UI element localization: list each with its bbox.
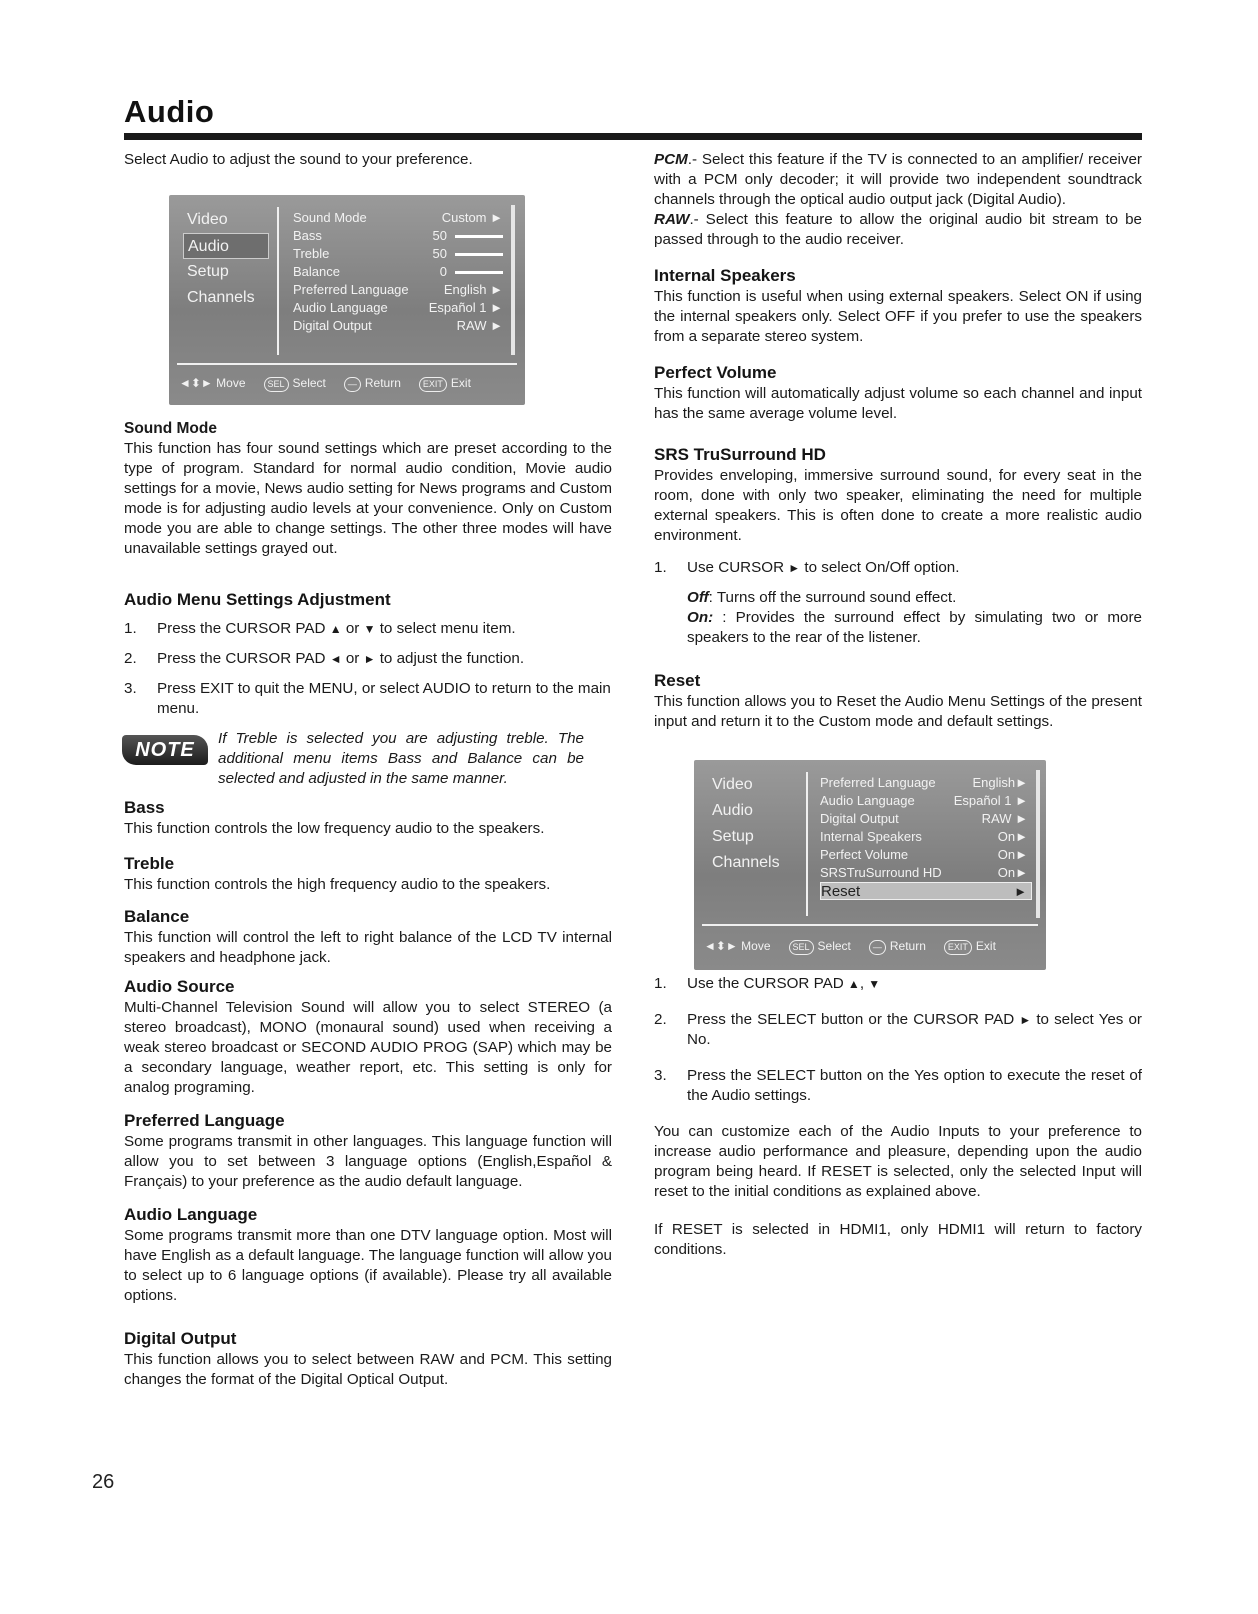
intro-text: Select Audio to adjust the sound to your preference. <box>124 151 473 168</box>
menu-row-value: English► <box>972 775 1028 790</box>
sound-mode-text: This function has four sound settings which are preset according to the type of program. Standard for normal audio condition, Movie audio settings for a movie, News audio setting for News programs and Custom mode is for adjusting audio levels at your convenience. Only on Custom mode you are able to change settings. The other three modes will have unavailable settings grayed out. <box>124 440 612 557</box>
pref-text: Some programs transmit in other languages. This language function will allow you to set between 3 language options (English,Español & Français) to your preference as the audio default language. <box>124 1133 612 1190</box>
menu-side-setup: Setup <box>187 263 229 280</box>
internal-heading: Internal Speakers <box>654 266 796 285</box>
menu-row-value: Español 1 ► <box>428 300 503 315</box>
return-key-icon: — <box>344 377 361 392</box>
menu-side-audio: Audio <box>712 802 753 819</box>
source-text: Multi-Channel Television Sound will allow you to select STEREO (a stereo broadcast), MONO (monaural sound) used when receiving a weak stereo broadcast or SECOND AUDIO PROG (SAP) which may be a secondary language, weather report, etc. This setting is only for analog programing. <box>124 999 612 1096</box>
menu-side-audio: Audio <box>183 233 269 259</box>
menu-row-value: On► <box>997 865 1028 880</box>
right-column <box>654 150 1142 1260</box>
footer-select: Select <box>817 939 851 953</box>
menu-row <box>820 792 1032 810</box>
srs-text: Provides enveloping, immersive surround sound, for every seat in the room, done with only two speaker, eliminating the need for multiple external speakers. This is often done to create a more realistic audio environment. <box>654 467 1142 544</box>
list-item: 1. Use CURSOR ► to select On/Off option. <box>654 559 960 576</box>
footer-move: Move <box>216 376 246 390</box>
move-icon: ◄⬍► <box>179 376 213 390</box>
source-heading: Audio Source <box>124 977 235 996</box>
srs-heading: SRS TruSurround HD <box>654 445 826 464</box>
menu-row <box>293 209 507 227</box>
menu-row-label: Preferred Language <box>293 282 409 297</box>
down-arrow-icon: ▼ <box>363 622 376 636</box>
menu-row-label: Audio Language <box>293 300 388 315</box>
balance-heading: Balance <box>124 907 190 926</box>
list-item: 1. Press the CURSOR PAD ▲ or ▼ to select menu item. <box>124 620 516 637</box>
menu-side-setup: Setup <box>712 828 754 845</box>
move-icon: ◄⬍► <box>704 939 738 953</box>
treble-heading: Treble <box>124 854 175 873</box>
on-label: On: <box>687 609 714 626</box>
note-text: If Treble is selected you are adjusting treble. The additional menu items Bass and Balance can be selected and adjusted in the same manner. <box>218 730 584 787</box>
menu-divider <box>806 772 808 916</box>
menu-side-video: Video <box>187 211 228 228</box>
menu-side-channels: Channels <box>712 854 780 871</box>
adjust-heading: Audio Menu Settings Adjustment <box>124 590 391 609</box>
title-rule <box>124 133 1142 140</box>
lang-heading: Audio Language <box>124 1205 258 1224</box>
menu-footer <box>179 373 471 393</box>
internal-text: This function is useful when using external speakers. Select ON if using the internal speakers only. Select OFF if you prefer to use the speakers from a separate stereo system. <box>654 288 1142 345</box>
menu-row-value: RAW ► <box>456 318 503 333</box>
digital-heading: Digital Output <box>124 1329 237 1348</box>
menu-row-value: 0 <box>439 264 447 279</box>
menu-footer-rule <box>177 363 517 365</box>
note-badge: NOTE <box>122 735 208 765</box>
pref-heading: Preferred Language <box>124 1111 285 1130</box>
list-item: 1. Use the CURSOR PAD ▲, ▼ <box>654 975 881 992</box>
right-arrow-icon: ► <box>788 561 801 575</box>
pcm-label: PCM <box>654 151 688 168</box>
off-option <box>687 588 1142 608</box>
menu-row <box>820 810 1032 828</box>
menu-row <box>293 317 507 335</box>
menu-rows <box>293 209 507 335</box>
sound-mode-heading: Sound Mode <box>124 420 217 437</box>
menu-scrollbar <box>1036 770 1040 918</box>
menu-row-value: Custom ► <box>441 210 503 225</box>
menu-row-value: Español 1 ► <box>953 793 1028 808</box>
bass-heading: Bass <box>124 798 165 817</box>
menu-row <box>293 299 507 317</box>
menu-row <box>293 281 507 299</box>
menu-row-label: Bass <box>293 228 322 243</box>
footer-move: Move <box>741 939 771 953</box>
menu-footer <box>704 936 996 956</box>
list-item: 2. Press the SELECT button or the CURSOR PAD ► to select Yes or No. <box>654 1011 1142 1048</box>
menu-row-value: 50 <box>432 228 447 243</box>
menu-row-label: Audio Language <box>820 793 915 808</box>
on-text: : Provides the surround effect by simulating two or more speakers to the rear of the listener. <box>687 609 1142 646</box>
level-bar <box>455 253 503 256</box>
perfect-text: This function will automatically adjust volume so each channel and input has the same average volume level. <box>654 385 1142 422</box>
menu-row-value: On► <box>997 829 1028 844</box>
srs-options <box>687 588 1142 648</box>
menu-row-label: Reset <box>821 883 861 900</box>
page-number: 26 <box>92 1471 115 1493</box>
footer-return: Return <box>889 939 926 953</box>
srs-steps <box>654 558 1142 578</box>
menu-row-label: Treble <box>293 246 330 261</box>
hdmi-text: If RESET is selected in HDMI1, only HDMI1 will return to factory conditions. <box>654 1221 1142 1258</box>
on-option <box>687 608 1142 648</box>
up-arrow-icon: ▲ <box>329 622 342 636</box>
balance-text: This function will control the left to right balance of the LCD TV internal speakers and headphone jack. <box>124 929 612 966</box>
menu-row-label: Sound Mode <box>293 210 367 225</box>
menu-side-channels: Channels <box>187 289 255 306</box>
menu-row-selected <box>820 882 1032 900</box>
menu-row-value: English ► <box>443 282 503 297</box>
audio-menu-screenshot <box>169 195 525 405</box>
off-text: : Turns off the surround sound effect. <box>708 589 957 606</box>
level-bar <box>455 235 503 238</box>
menu-row <box>820 774 1032 792</box>
menu-row <box>820 846 1032 864</box>
up-arrow-icon: ▲ <box>847 977 860 991</box>
sel-key-icon: SEL <box>264 377 289 392</box>
note-block <box>124 729 612 791</box>
page-title: Audio <box>124 94 215 129</box>
exit-key-icon: EXIT <box>419 377 447 392</box>
off-label: Off <box>687 589 709 606</box>
exit-key-icon: EXIT <box>944 940 972 955</box>
reset-text: This function allows you to Reset the Audio Menu Settings of the present input and return it to the Custom mode and default settings. <box>654 693 1142 730</box>
menu-row-label: SRSTruSurround HD <box>820 865 942 880</box>
footer-return: Return <box>364 376 401 390</box>
customize-text: You can customize each of the Audio Inputs to your preference to increase audio performance and pleasure, depending upon the audio program being heard. If RESET is selected, only the selected Input will reset to the initial conditions as explained above. <box>654 1123 1142 1200</box>
digital-text: This function allows you to select between RAW and PCM. This setting changes the format of the Digital Optical Output. <box>124 1351 612 1388</box>
menu-sidebar <box>183 207 269 311</box>
menu-row <box>293 227 507 245</box>
menu-row <box>820 864 1032 882</box>
menu-row-value: On► <box>997 847 1028 862</box>
left-arrow-icon: ◄ <box>329 652 342 666</box>
menu-row-label: Digital Output <box>820 811 899 826</box>
raw-text: .- Select this feature to allow the original audio bit stream to be passed through to the audio receiver. <box>654 211 1142 248</box>
pcm-text: .- Select this feature if the TV is connected to an amplifier/ receiver with a PCM only decoder; it will provide two independent soundtrack channels through the optical audio output jack (Digital Audio). <box>654 151 1142 208</box>
lang-text: Some programs transmit more than one DTV language option. Most will have English as a default language. The language function will allow you to select up to 6 language options (if available). Please try all available options. <box>124 1227 612 1304</box>
reset-steps <box>654 974 1142 1106</box>
menu-row-value: 50 <box>432 246 447 261</box>
menu-row-label: Perfect Volume <box>820 847 909 862</box>
return-key-icon: — <box>869 940 886 955</box>
treble-text: This function controls the high frequency audio to the speakers. <box>124 876 551 893</box>
menu-sidebar <box>708 772 794 876</box>
bass-text: This function controls the low frequency audio to the speakers. <box>124 820 545 837</box>
right-arrow-icon: ► <box>1019 1013 1032 1027</box>
footer-select: Select <box>292 376 326 390</box>
sel-key-icon: SEL <box>789 940 814 955</box>
pcm-paragraph <box>654 150 1142 210</box>
menu-row-label: Internal Speakers <box>820 829 922 844</box>
list-item: 3. Press EXIT to quit the MENU, or select AUDIO to return to the main menu. <box>124 680 611 717</box>
menu-side-video: Video <box>712 776 753 793</box>
menu-row <box>820 828 1032 846</box>
menu-row-value: ► <box>1014 884 1027 899</box>
footer-exit: Exit <box>975 939 996 953</box>
menu-row-value: RAW ► <box>981 811 1028 826</box>
right-arrow-icon: ► <box>363 652 376 666</box>
menu-row-label: Digital Output <box>293 318 372 333</box>
menu-rows <box>820 774 1032 900</box>
menu-divider <box>277 207 279 355</box>
footer-exit: Exit <box>450 376 471 390</box>
menu-row-label: Preferred Language <box>820 775 936 790</box>
menu-footer-rule <box>702 924 1038 926</box>
menu-row <box>293 245 507 263</box>
down-arrow-icon: ▼ <box>868 977 881 991</box>
raw-paragraph <box>654 210 1142 250</box>
menu-row-label: Balance <box>293 264 340 279</box>
reset-heading: Reset <box>654 671 701 690</box>
menu-row <box>293 263 507 281</box>
raw-label: RAW <box>654 211 690 228</box>
list-item: 3. Press the SELECT button on the Yes option to execute the reset of the Audio settings. <box>654 1067 1142 1104</box>
menu-scrollbar <box>511 205 515 355</box>
level-bar <box>455 271 503 274</box>
reset-menu-screenshot <box>694 760 1046 970</box>
perfect-heading: Perfect Volume <box>654 363 777 382</box>
left-column <box>124 150 612 1390</box>
list-item: 2. Press the CURSOR PAD ◄ or ► to adjust the function. <box>124 650 525 667</box>
adjust-steps <box>124 619 612 719</box>
